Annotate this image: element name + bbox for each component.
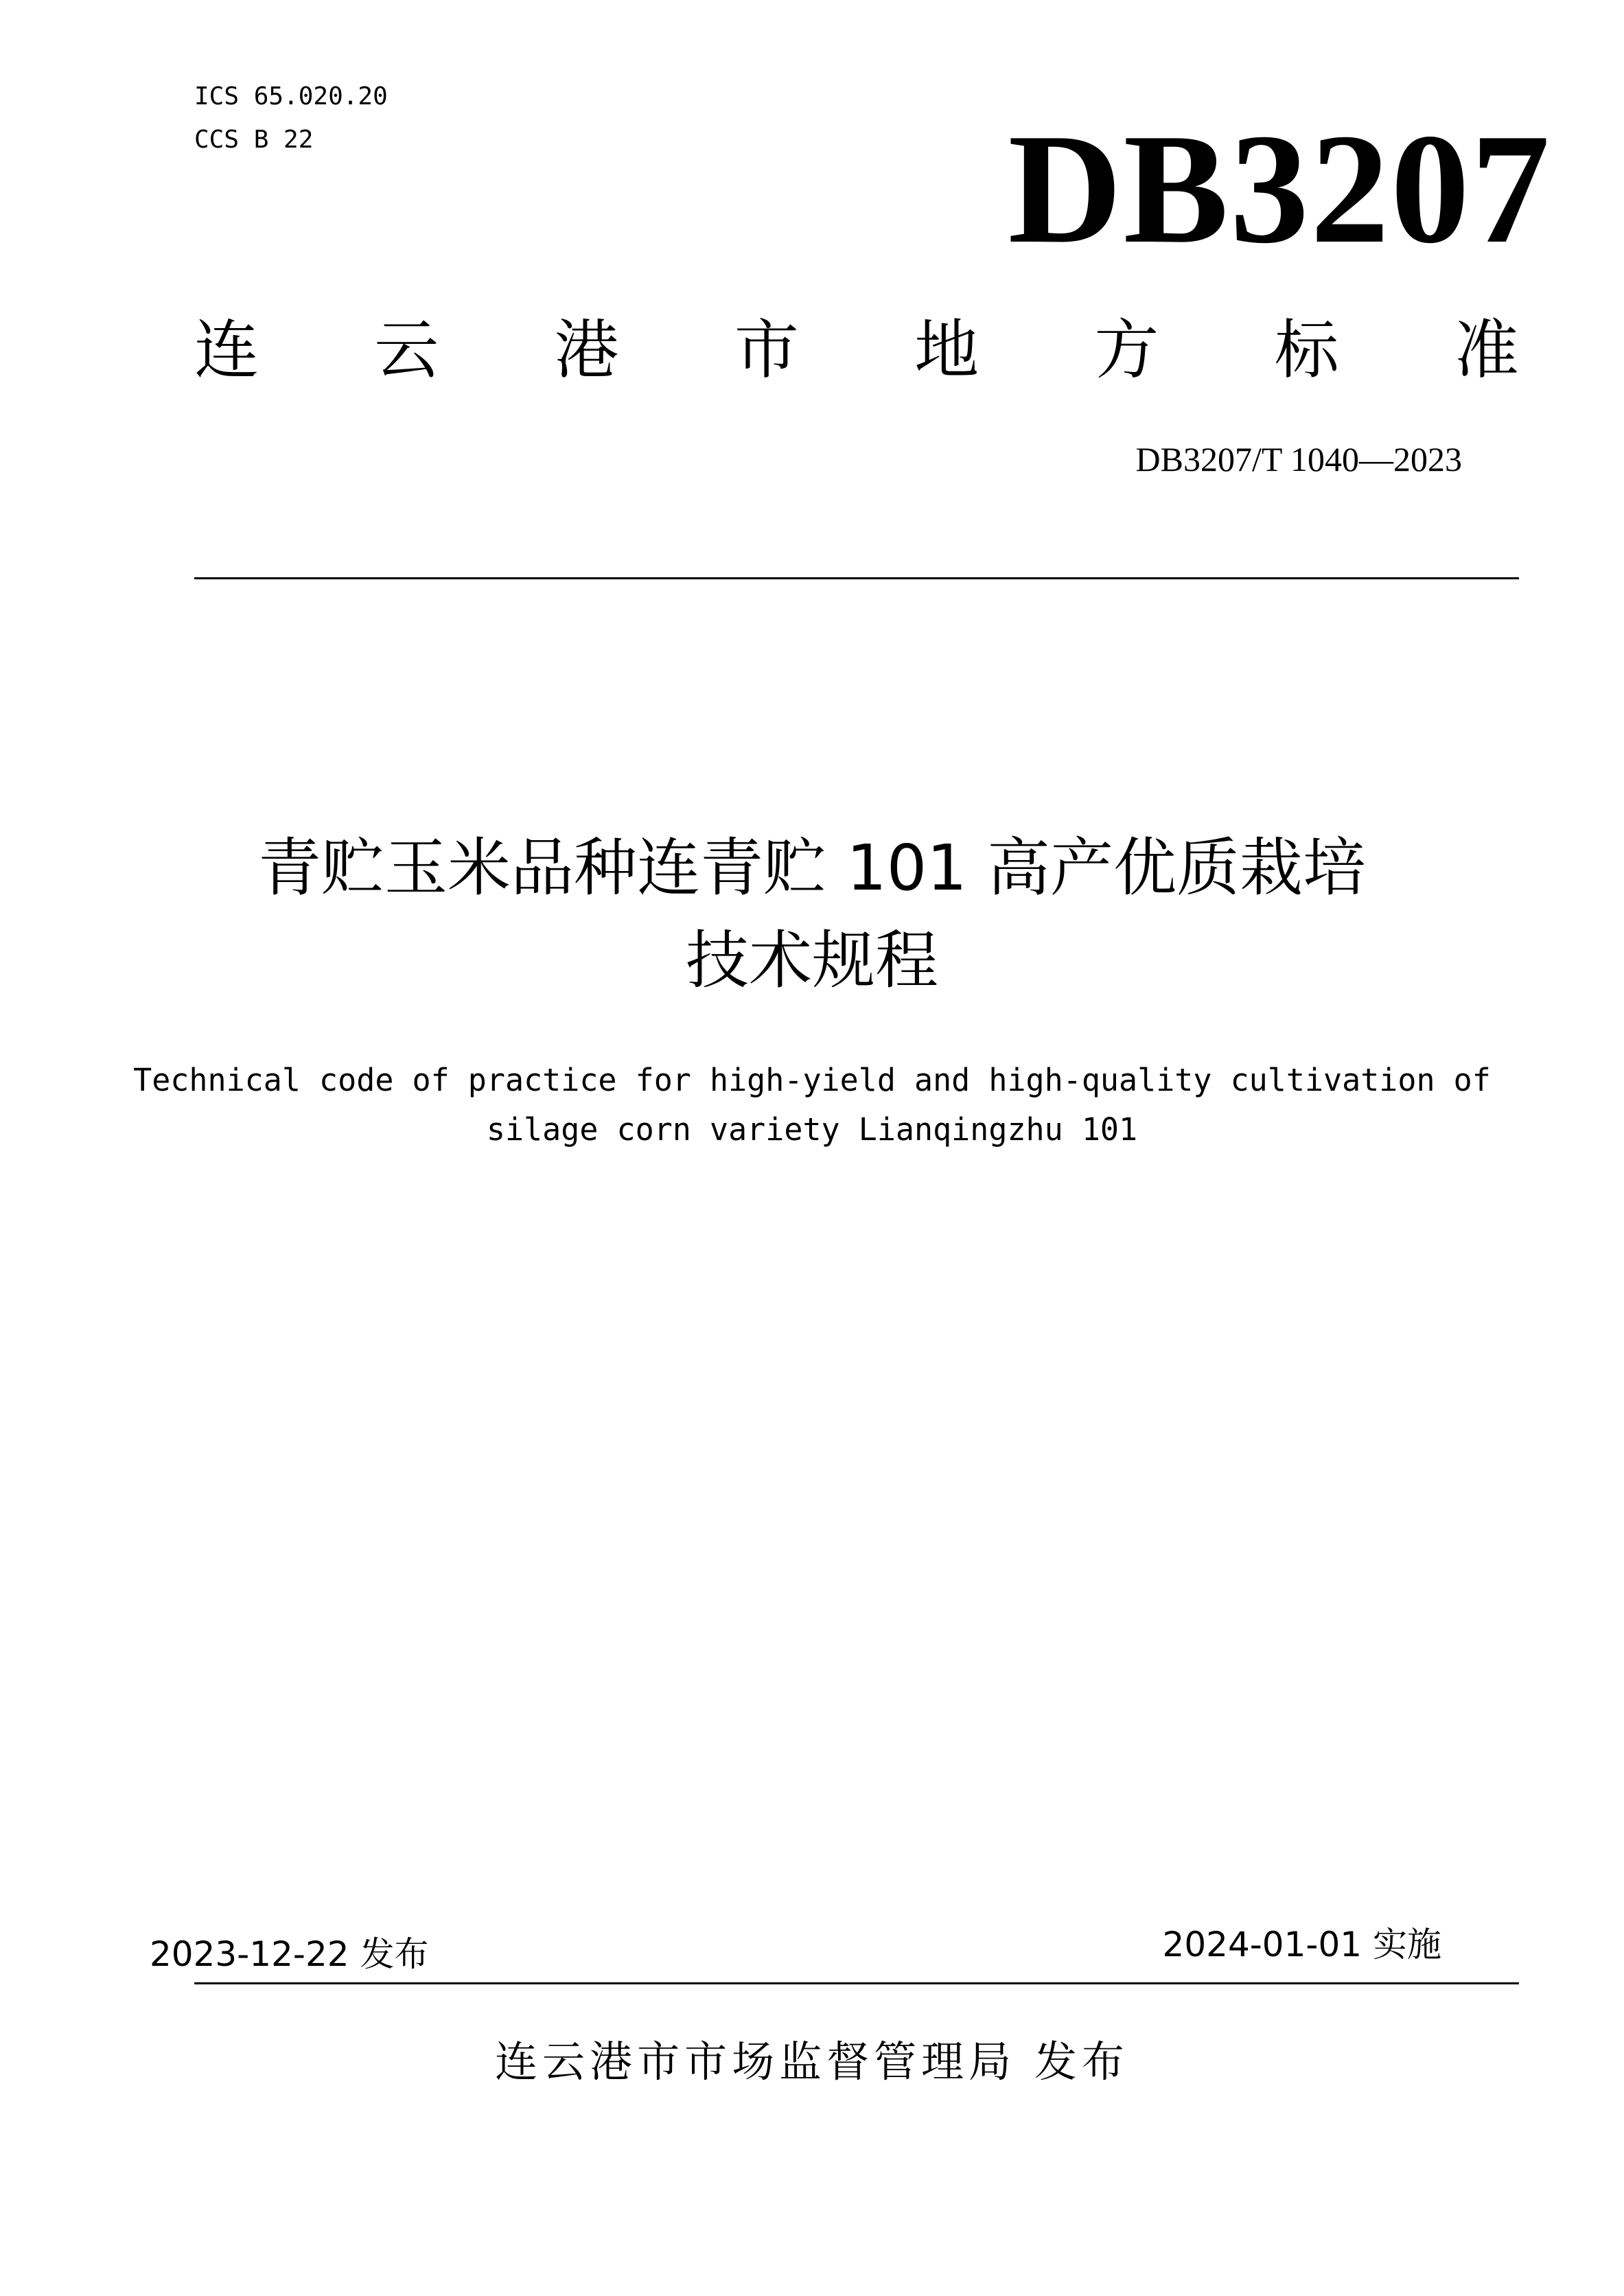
standard-type-banner xyxy=(194,312,1519,390)
ccs-code: CCS B 22 xyxy=(194,126,314,154)
title-chinese-line-1: 青贮玉米品种连青贮 101 高产优质栽培 xyxy=(257,831,1367,905)
standard-logo: DB3207 xyxy=(1008,101,1551,276)
banner-char: 地 xyxy=(914,313,979,388)
banner-char: 准 xyxy=(1454,313,1519,388)
banner-char: 市 xyxy=(734,313,799,388)
banner-char: 标 xyxy=(1274,313,1339,388)
title-english-line-2: silage corn variety Lianqingzhu 101 xyxy=(486,1111,1138,1148)
top-divider xyxy=(194,577,1519,579)
ics-code: ICS 65.020.20 xyxy=(194,82,388,111)
issuing-authority: 连云港市市场监督管理局 发布 xyxy=(495,2037,1129,2087)
title-english-line-1: Technical code of practice for high-yield and high-quality cultivation of xyxy=(133,1062,1491,1098)
standard-number: DB3207/T 1040—2023 xyxy=(1135,440,1462,478)
publish-date: 2023-12-22 发布 xyxy=(150,1934,429,1974)
title-chinese-line-2: 技术规程 xyxy=(685,924,938,997)
implementation-date: 2024-01-01 实施 xyxy=(1162,1925,1441,1964)
banner-char: 港 xyxy=(554,313,619,388)
bottom-divider xyxy=(194,1982,1519,1984)
banner-char: 云 xyxy=(374,313,439,388)
banner-char: 方 xyxy=(1094,313,1159,388)
banner-char: 连 xyxy=(194,313,259,388)
